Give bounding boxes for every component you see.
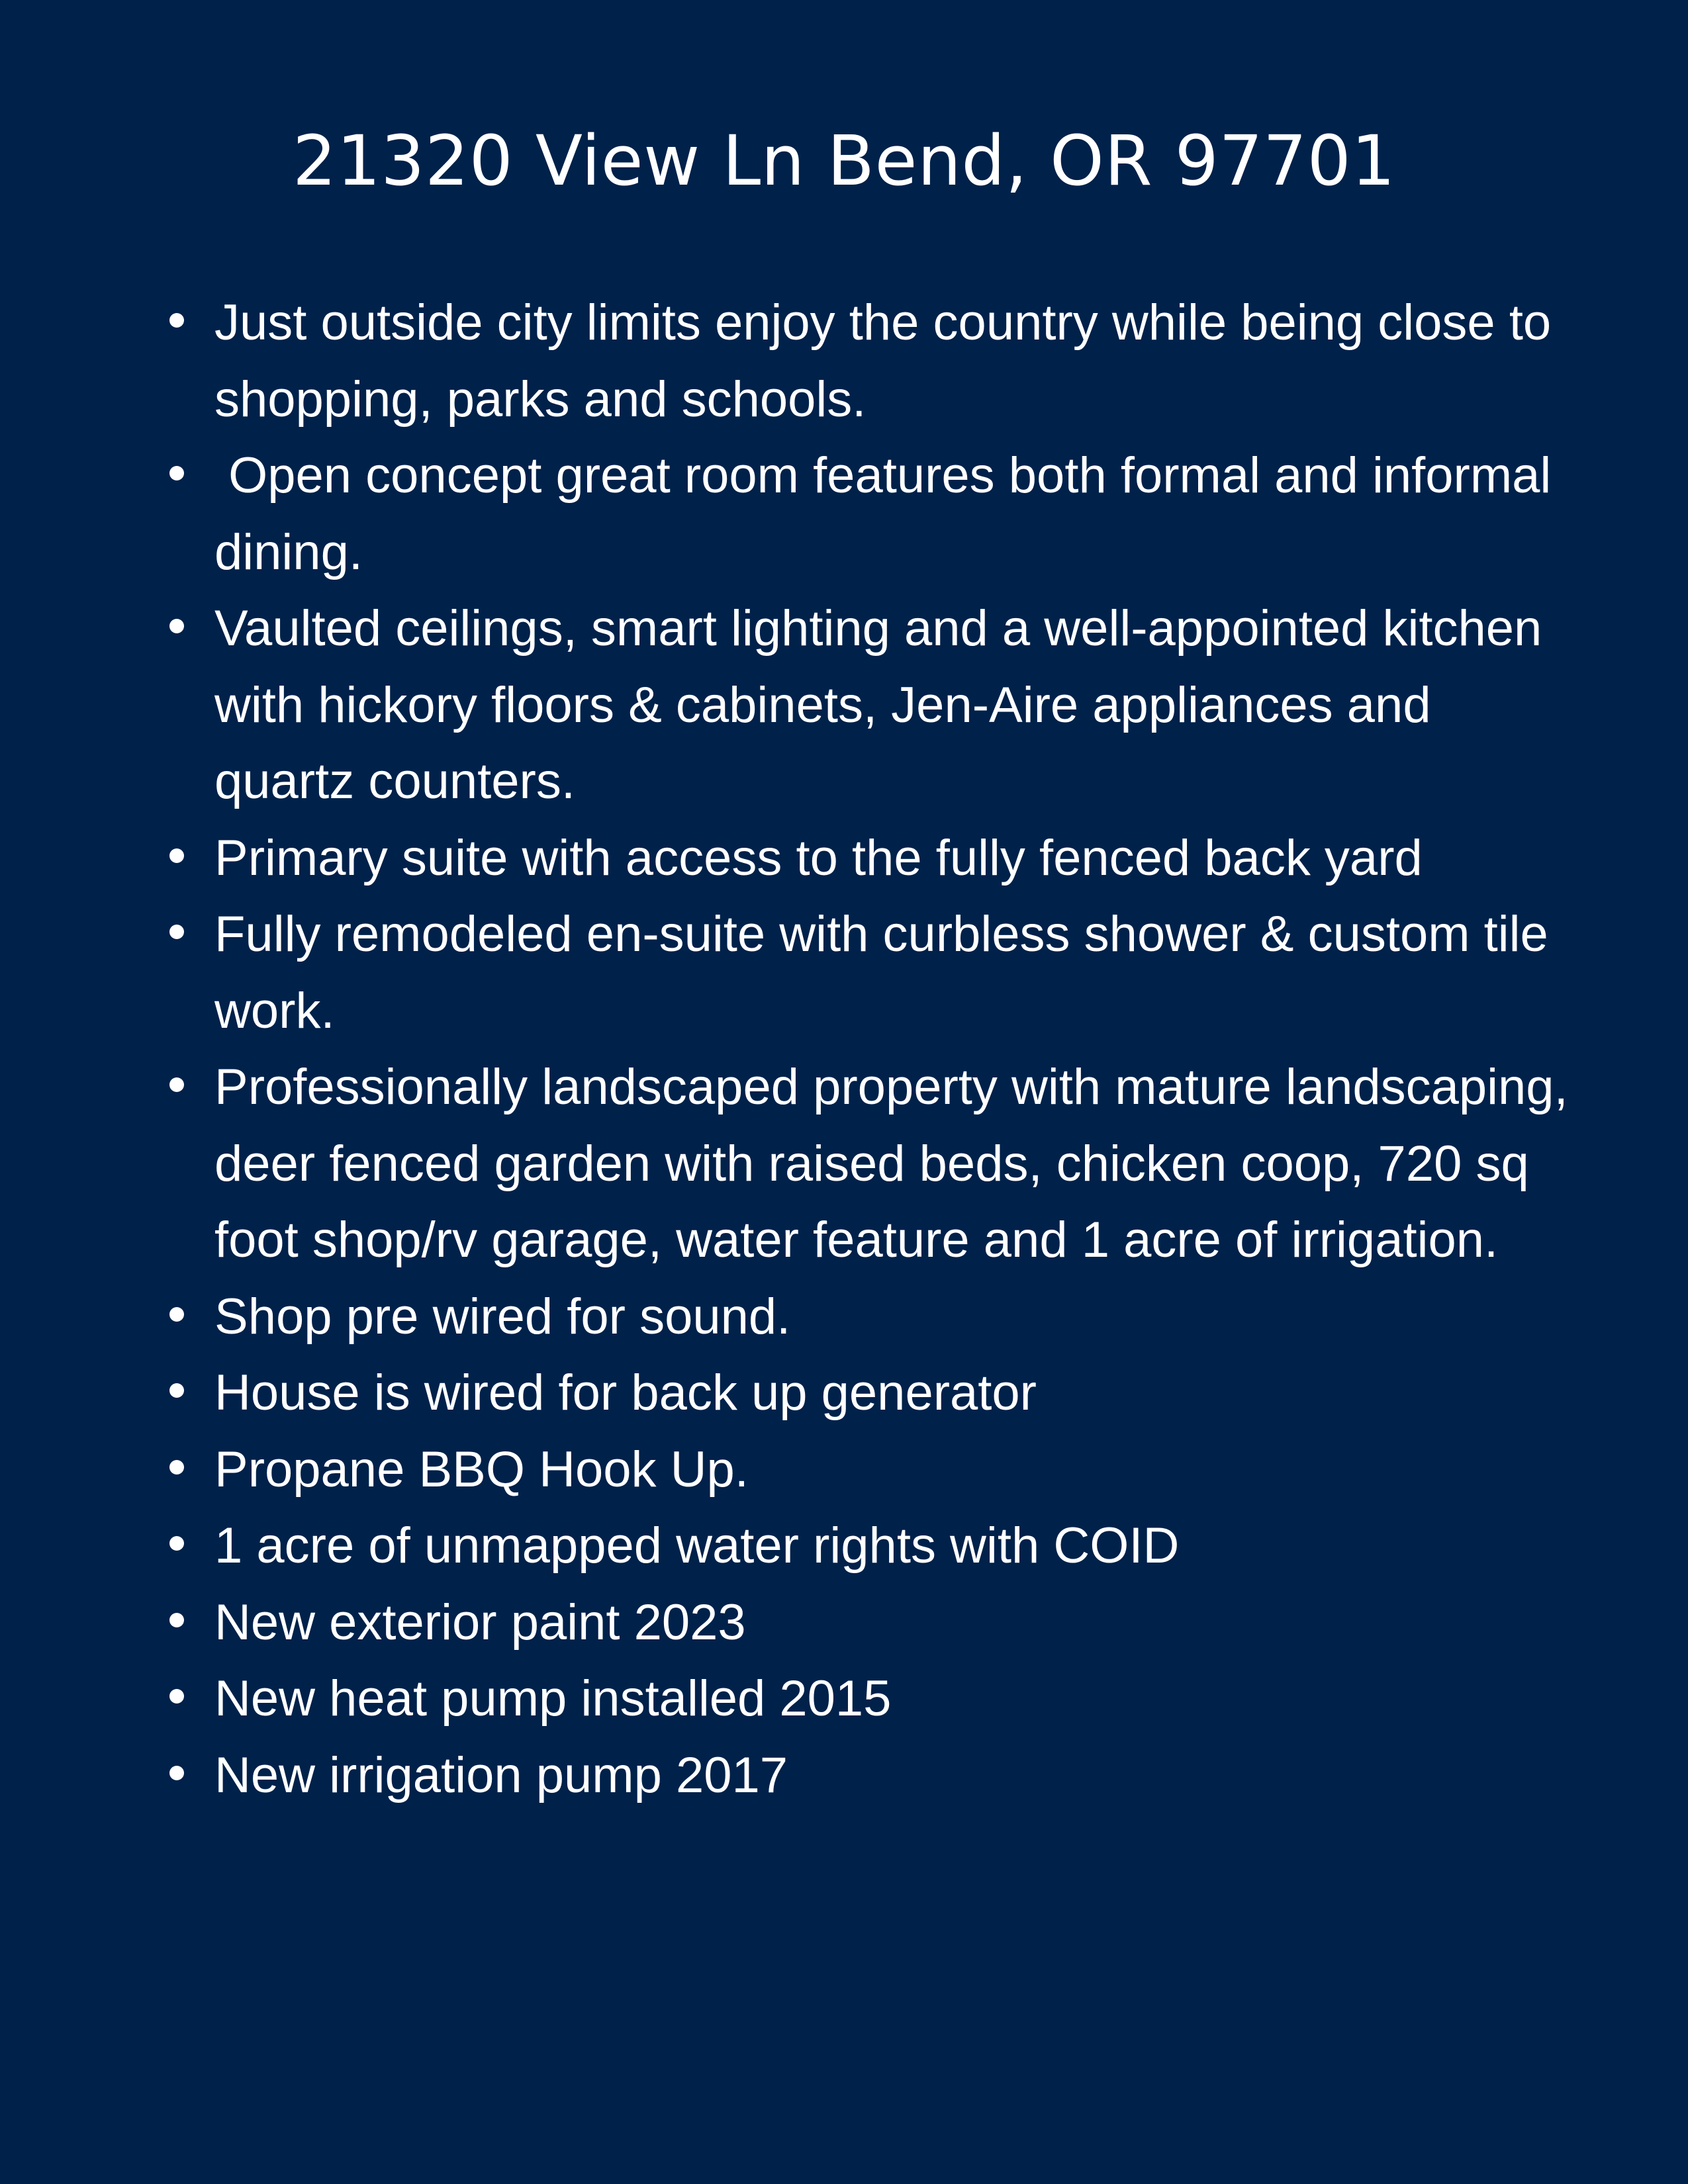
bullet-icon [169, 1307, 184, 1322]
feature-item [214, 590, 1578, 820]
feature-text: Vaulted ceilings, smart lighting and a well-appointed kitchen with hickory floors & cabinets, Jen-Aire appliances and quartz counters. [214, 600, 1556, 809]
feature-text: Shop pre wired for sound. [214, 1288, 791, 1345]
feature-text: Primary suite with access to the fully fenced back yard [214, 829, 1423, 886]
bullet-icon [169, 925, 184, 939]
feature-item [214, 1432, 1578, 1508]
property-address-title: 21320 View Ln Bend, OR 97701 [292, 120, 1396, 201]
bullet-icon [169, 466, 184, 480]
feature-text: Open concept great room features both formal and informal dining. [214, 447, 1566, 580]
bullet-icon [169, 1536, 184, 1551]
feature-item [214, 285, 1578, 437]
feature-item [214, 1049, 1582, 1279]
feature-text: 1 acre of unmapped water rights with COID [214, 1518, 1180, 1574]
feature-item [214, 820, 1578, 897]
feature-text: Propane BBQ Hook Up. [214, 1441, 749, 1498]
bullet-icon [169, 1689, 184, 1704]
feature-item [214, 1279, 1578, 1355]
bullet-icon [169, 1077, 184, 1092]
feature-text: House is wired for back up generator [214, 1365, 1037, 1421]
feature-text: Professionally landscaped property with mature landscaping, deer fenced garden with raised beds, chicken coop, 720 sq foot shop/rv garage, water feature and 1 acre of irrigation. [214, 1059, 1582, 1268]
bullet-icon [169, 1460, 184, 1475]
feature-text: New heat pump installed 2015 [214, 1670, 892, 1727]
bullet-icon [169, 619, 184, 633]
feature-item [214, 437, 1578, 590]
bullet-icon [169, 848, 184, 863]
feature-item [214, 1584, 1578, 1661]
feature-text: New irrigation pump 2017 [214, 1747, 788, 1803]
feature-text: Just outside city limits enjoy the country while being close to shopping, parks and schools. [214, 295, 1566, 428]
bullet-icon [169, 313, 184, 328]
feature-item [214, 1355, 1578, 1432]
feature-text: New exterior paint 2023 [214, 1594, 746, 1651]
feature-item [214, 1508, 1578, 1584]
feature-item [214, 896, 1578, 1049]
bullet-icon [169, 1383, 184, 1398]
feature-item [214, 1661, 1578, 1737]
bullet-icon [169, 1766, 184, 1780]
feature-item [214, 1737, 1578, 1814]
bullet-icon [169, 1613, 184, 1627]
feature-list [214, 285, 1582, 1813]
feature-text: Fully remodeled en-suite with curbless shower & custom tile work. [214, 906, 1562, 1039]
